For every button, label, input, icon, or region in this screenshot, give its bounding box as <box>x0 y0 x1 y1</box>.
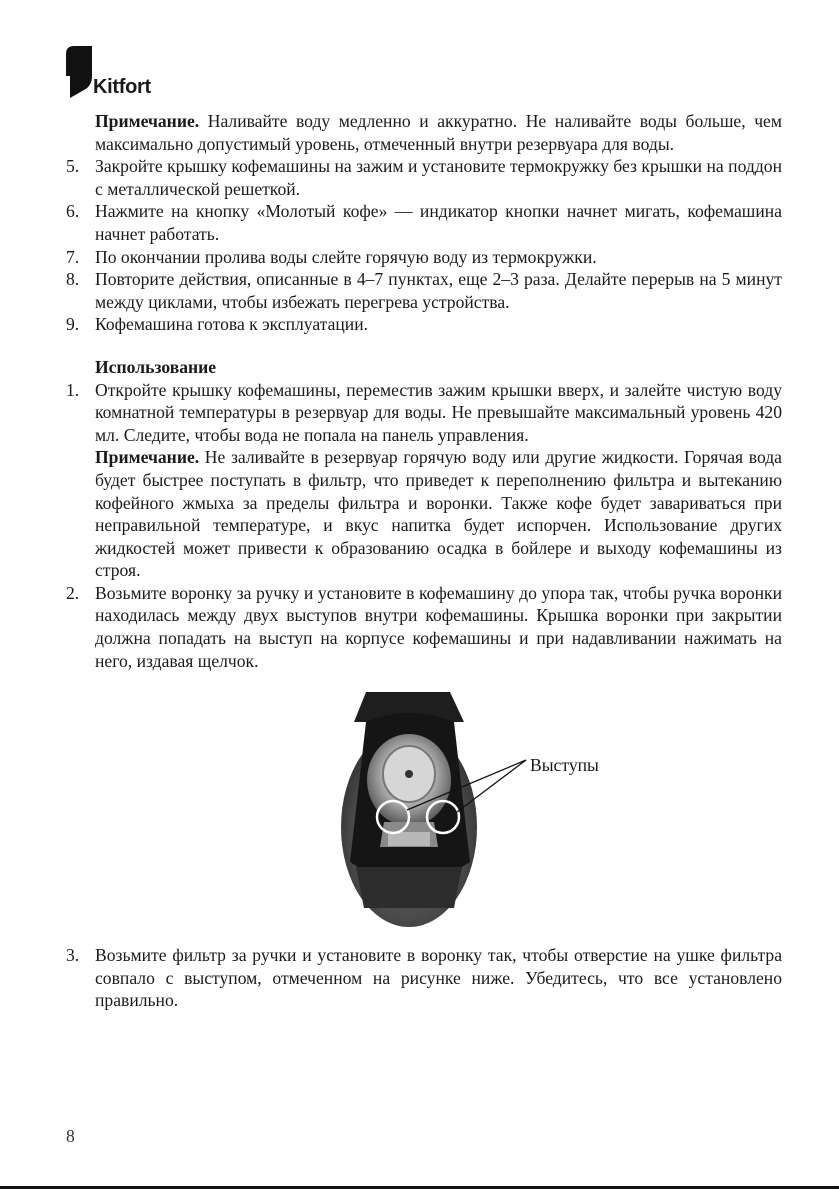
step-number: 1. <box>66 379 80 400</box>
step-number: 5. <box>66 156 80 177</box>
list-item <box>66 155 782 200</box>
list-item <box>66 268 782 313</box>
step-text: Нажмите на кнопку «Молотый кофе» — индикатор кнопки начнет мигать, кофемашина начнет работать. <box>95 201 782 244</box>
step-number: 9. <box>66 314 80 335</box>
step-text: Откройте крышку кофемашины, переместив зажим крышки вверх, и залейте чистую воду комнатной температуры в резервуар для воды. Не превышайте максимальный уровень 420 мл. Следите, чтобы вода не попала на панель управления. <box>95 379 782 445</box>
step-text: Повторите действия, описанные в 4–7 пунктах, еще 2–3 раза. Делайте перерыв на 5 минут между циклами, чтобы избежать перегрева устройства. <box>95 269 782 312</box>
step-number: 2. <box>66 582 80 603</box>
usage-steps-list-cont <box>66 944 782 1012</box>
step-text: Возьмите фильтр за ручки и установите в воронку так, чтобы отверстие на ушке фильтра совпало с выступом, отмеченном на рисунке ниже. Убедитесь, что все установлено правильно. <box>95 945 782 1011</box>
step-number: 3. <box>66 945 80 966</box>
figure-callout-label: Выступы <box>530 755 599 776</box>
note-text: Наливайте воду медленно и аккуратно. Не наливайте воды больше, чем максимально допустимый уровень, отмеченный внутри резервуара для воды. <box>95 111 782 154</box>
note-label: Примечание. <box>95 111 200 131</box>
list-item <box>66 379 782 582</box>
kitfort-logo <box>66 46 186 106</box>
step-number: 6. <box>66 201 80 222</box>
page-number: 8 <box>66 1126 75 1146</box>
note-label: Примечание. <box>95 447 200 468</box>
step-text: Кофемашина готова к эксплуатации. <box>95 314 369 335</box>
page-content <box>66 110 782 1012</box>
list-item <box>66 944 782 1012</box>
intro-note <box>95 110 782 155</box>
list-item <box>66 200 782 245</box>
list-item <box>66 246 782 269</box>
usage-steps-list <box>66 379 782 673</box>
section-heading: Использование <box>95 356 217 377</box>
step-number: 7. <box>66 246 80 267</box>
list-item <box>66 313 782 336</box>
logo-mark-icon <box>66 46 92 98</box>
step-number: 8. <box>66 269 80 290</box>
note-text: Не заливайте в резервуар горячую воду или другие жидкости. Горячая вода будет быстрее поступать в фильтр, что приведет к переполнению фильтра и вытеканию кофейного жмыха за пределы фильтра и воронки. Также кофе будет завариваться при неправильной температуре, и вкус напитка будет испорчен. Использование других жидкостей может привести к образованию осадка в бойлере и выходу кофемашины из строя. <box>95 447 782 581</box>
prep-steps-list <box>66 155 782 336</box>
step-text: По окончании пролива воды слейте горячую воду из термокружки. <box>95 246 597 267</box>
step-text: Закройте крышку кофемашины на зажим и установите термокружку без крышки на поддон с металлической решеткой. <box>95 156 782 199</box>
coffee-machine-figure <box>66 682 782 932</box>
step-text: Возьмите воронку за ручку и установите в кофемашину до упора так, чтобы ручка воронки находилась между двух выступов внутри кофемашины. Крышка воронки при закрытии должна попадать на выступ на корпусе кофемашины и при надавливании нажимать на него, издавая щелчок. <box>95 582 782 671</box>
brand-name: Kitfort <box>93 76 151 98</box>
coffee-machine-photo <box>66 682 782 932</box>
list-item <box>66 582 782 672</box>
